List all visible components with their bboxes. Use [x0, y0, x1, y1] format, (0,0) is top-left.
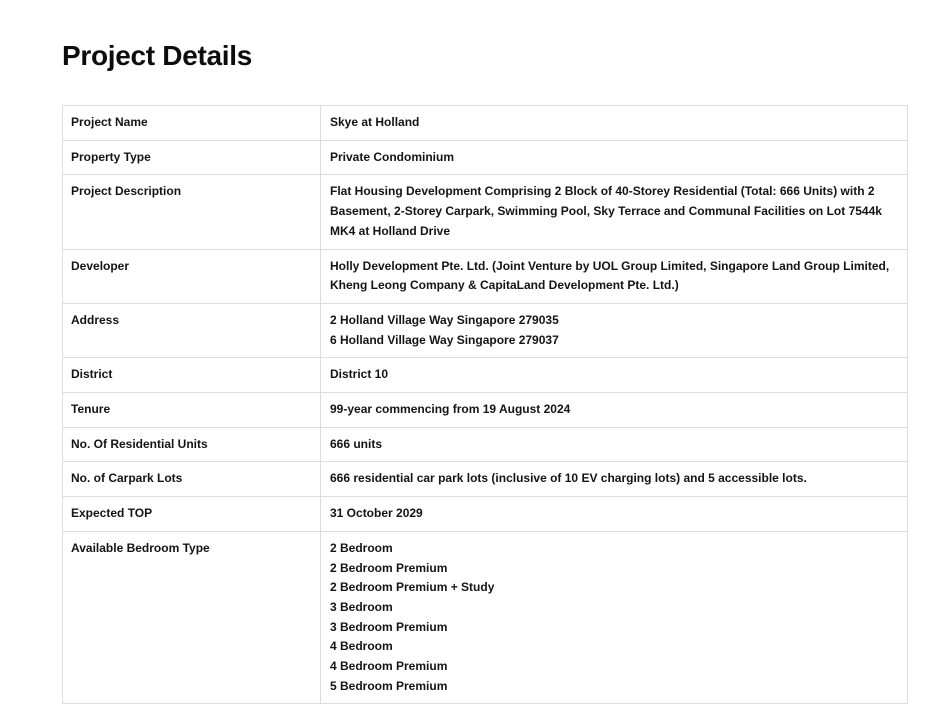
project-details-table	[62, 105, 908, 704]
value-line: District 10	[330, 367, 389, 382]
row-value	[321, 531, 908, 704]
table-row-project-description	[63, 175, 908, 249]
value-line: 4 Bedroom	[330, 639, 393, 654]
value-line: 3 Bedroom	[330, 599, 393, 614]
value-line: Private Condominium	[330, 149, 455, 164]
value-line: 31 October 2029	[330, 506, 423, 521]
row-label: Project Name	[63, 106, 321, 141]
row-value	[321, 106, 908, 141]
row-label: Project Description	[63, 175, 321, 249]
value-line: 2 Holland Village Way Singapore 279035	[330, 312, 559, 327]
row-label: Address	[63, 303, 321, 357]
value-line: 6 Holland Village Way Singapore 279037	[330, 332, 559, 347]
table-row-bedroom-types	[63, 531, 908, 704]
row-value	[321, 249, 908, 303]
row-label: District	[63, 358, 321, 393]
value-line: Holly Development Pte. Ltd. (Joint Venture by UOL Group Limited, Singapore Land Group Limited, Kheng Leong Company & CapitaLand Development Pte. Ltd.)	[330, 258, 890, 293]
value-line: 666 units	[330, 436, 383, 451]
row-value	[321, 175, 908, 249]
value-line: 2 Bedroom Premium + Study	[330, 580, 495, 595]
value-line: 99-year commencing from 19 August 2024	[330, 402, 571, 417]
table-row-project-name	[63, 106, 908, 141]
row-label: No. of Carpark Lots	[63, 462, 321, 497]
table-row-developer	[63, 249, 908, 303]
row-value	[321, 462, 908, 497]
row-label: Tenure	[63, 393, 321, 428]
row-value	[321, 358, 908, 393]
table-row-tenure	[63, 393, 908, 428]
table-row-address	[63, 303, 908, 357]
row-label: Expected TOP	[63, 497, 321, 532]
table-row-residential-units	[63, 427, 908, 462]
row-label: Developer	[63, 249, 321, 303]
row-label: Available Bedroom Type	[63, 531, 321, 704]
row-value	[321, 140, 908, 175]
value-line: 5 Bedroom Premium	[330, 678, 448, 693]
table-row-property-type	[63, 140, 908, 175]
row-value	[321, 497, 908, 532]
row-value	[321, 427, 908, 462]
table-row-district	[63, 358, 908, 393]
value-line: 666 residential car park lots (inclusive of 10 EV charging lots) and 5 accessible lots.	[330, 471, 807, 486]
row-value	[321, 303, 908, 357]
table-row-expected-top	[63, 497, 908, 532]
value-line: 2 Bedroom Premium	[330, 560, 448, 575]
row-value	[321, 393, 908, 428]
row-label: No. Of Residential Units	[63, 427, 321, 462]
value-line: Flat Housing Development Comprising 2 Block of 40-Storey Residential (Total: 666 Units) with 2 Basement, 2-Storey Carpark, Swimming Pool, Sky Terrace and Communal Facilities on Lot 7544k MK4 at Holland Drive	[330, 184, 882, 238]
value-line: 2 Bedroom	[330, 540, 393, 555]
page-title: Project Details	[62, 40, 253, 71]
row-label: Property Type	[63, 140, 321, 175]
value-line: 4 Bedroom Premium	[330, 659, 448, 674]
value-line: 3 Bedroom Premium	[330, 619, 448, 634]
value-line: Skye at Holland	[330, 115, 420, 129]
table-row-carpark-lots	[63, 462, 908, 497]
